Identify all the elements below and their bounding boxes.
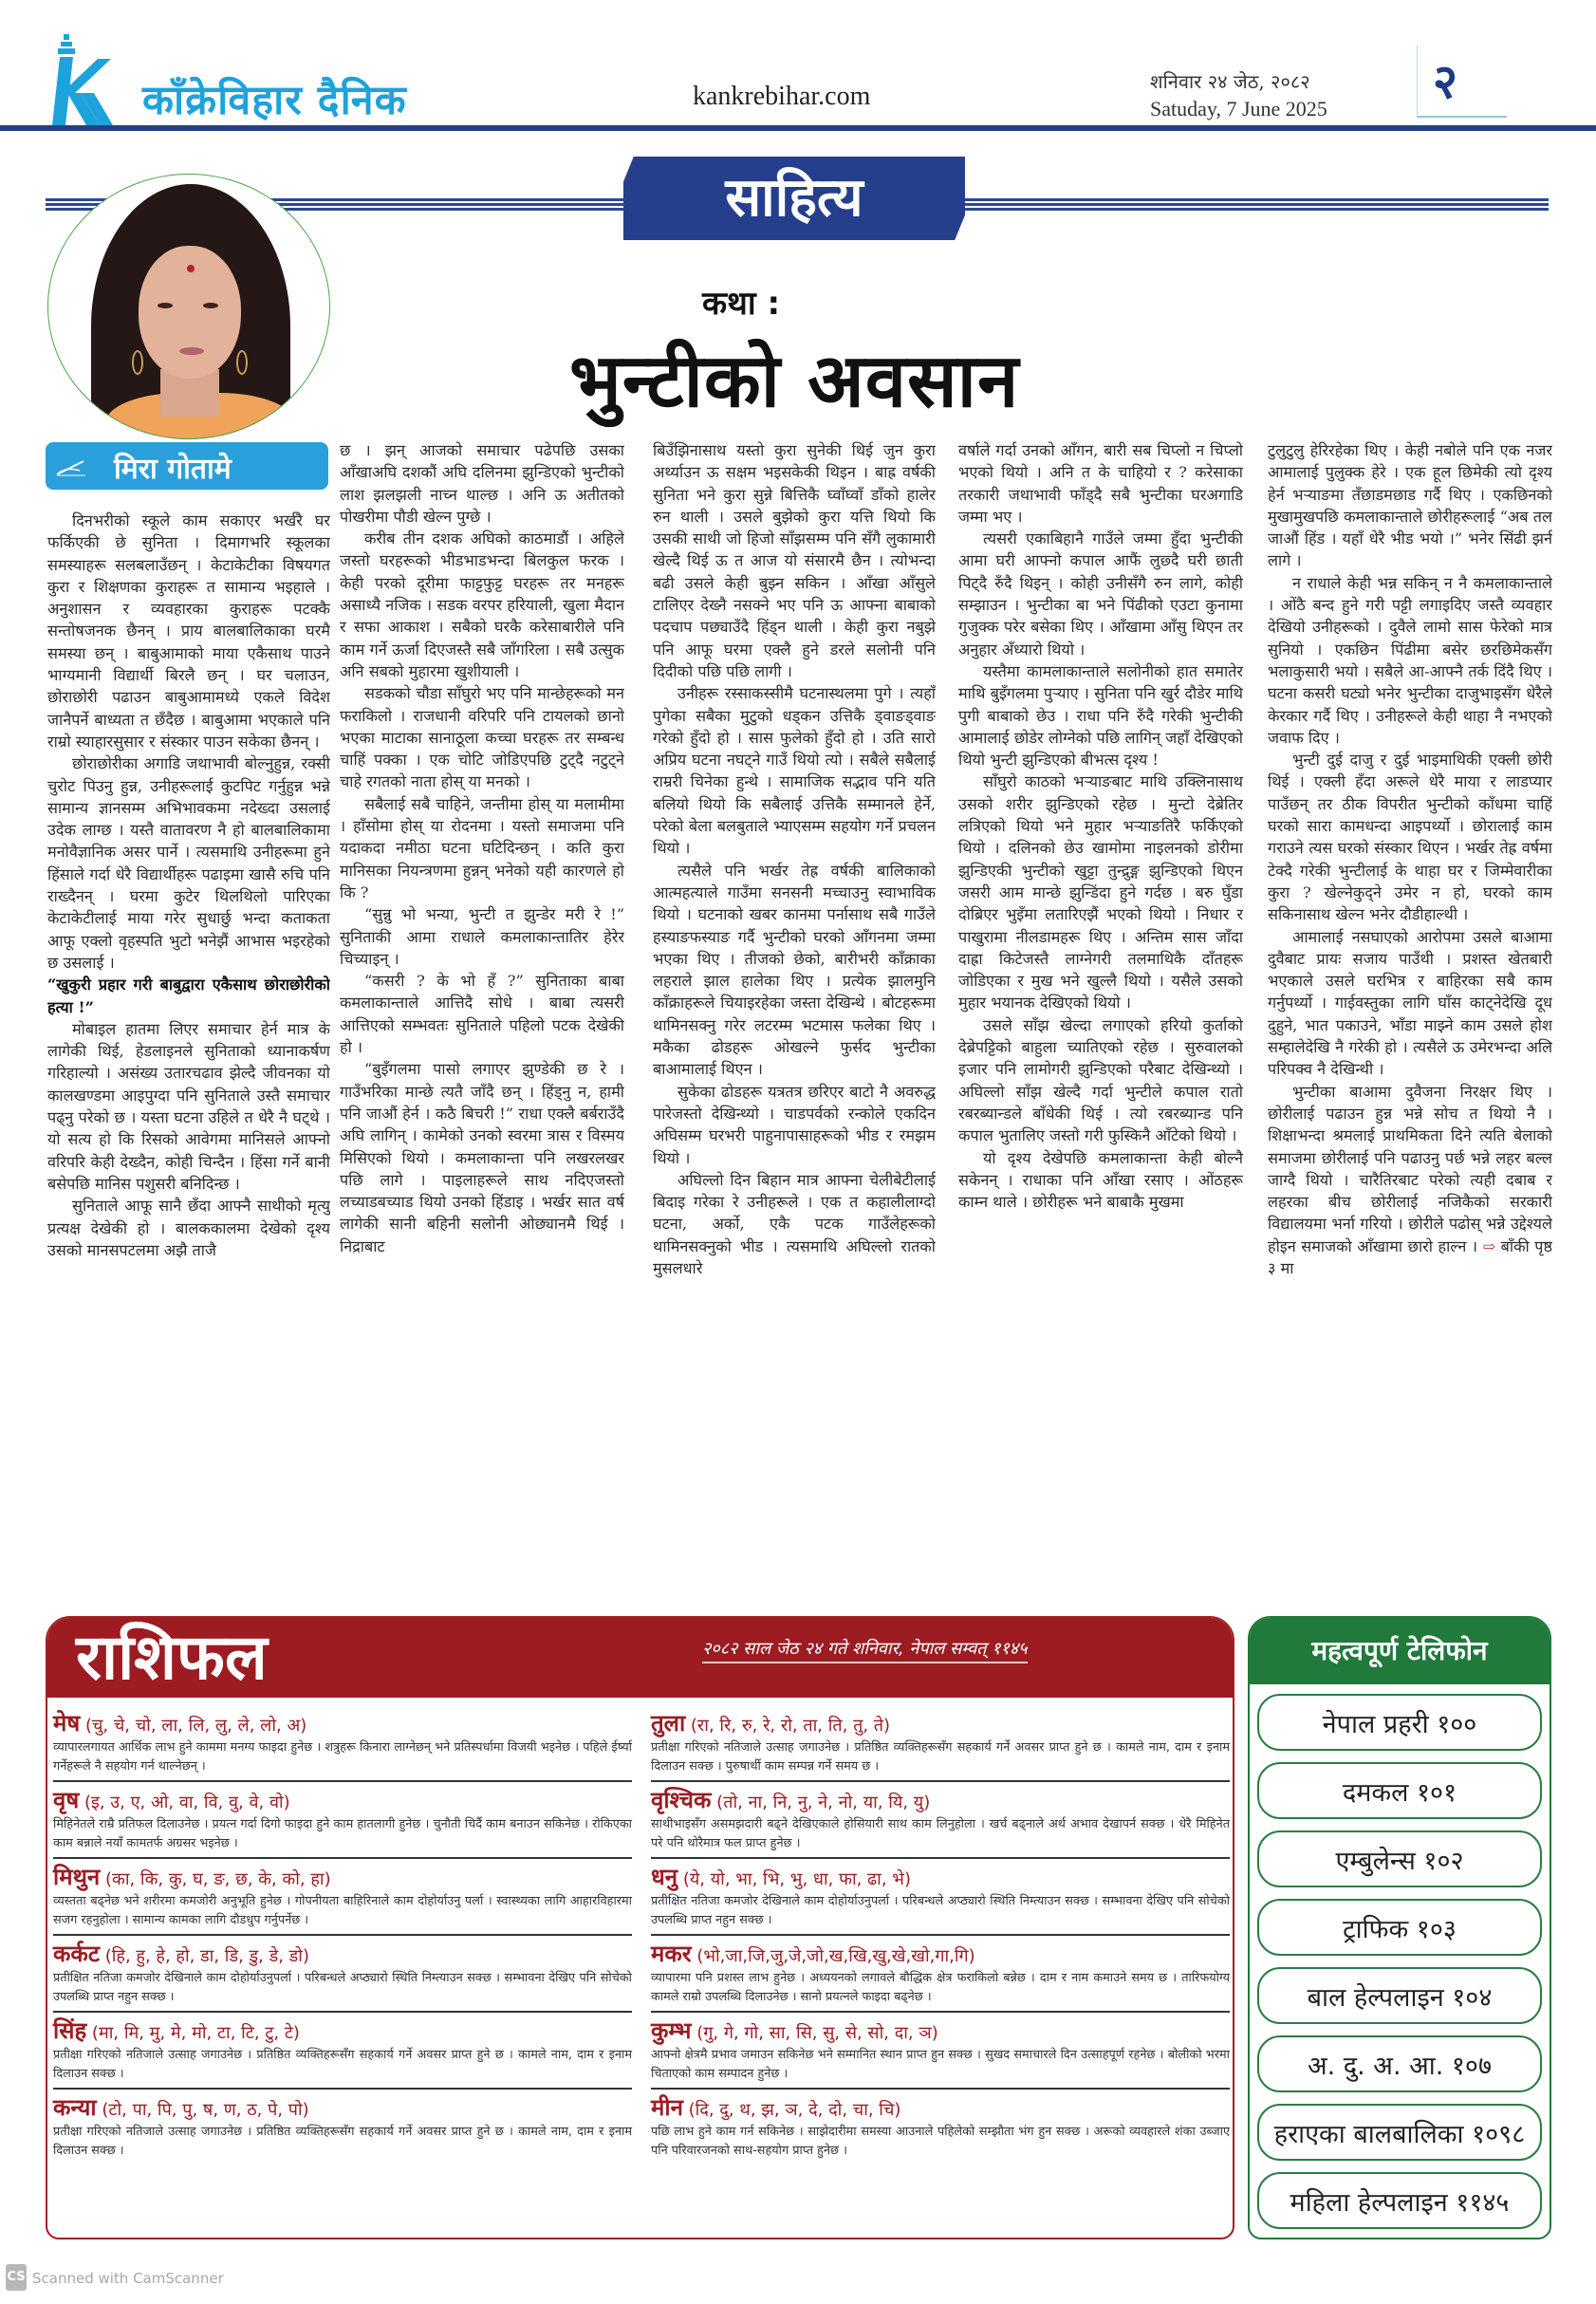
article-paragraph: आमालाई नसघाएको आरोपमा उसले बाआमा दुवैबाट प्रायः सजाय पाउँथी । प्रशस्त खेतबारी भएकाले उसले घरभित्र र बाहिरका सबै काम गर्नुपर्थ्यो । गाईवस्तुका लागि घाँस काट्नेदेखि दूध दुहुने, भात पकाउने, भाँडा माझ्ने काम उसले होश सम्हालेदेखि नै गरेकी हो । त्यसैले ऊ उमेरभन्दा अलि परिपक्व नै देखिन्थी । <box>1268 927 1552 1079</box>
horoscope-sign <box>651 1859 1230 1936</box>
phone-entry: दमकल १०१ <box>1257 1762 1542 1819</box>
horoscope-sign <box>651 1936 1230 2013</box>
article-paragraph <box>1268 1081 1552 1280</box>
article-paragraph: भुन्टी दुई दाजु र दुई भाइमाथिकी एक्ली छोरी थिई । एक्ली हँदा अरूले धेरै माया र लाडप्यार पाउँछन् तर ठीक विपरीत भुन्टीको काँधमा चाहिं घरको सारा कामधन्दा आइपर्थ्यो । छोरालाई काम गराउने त्यस घरको संस्कार थिएन । भर्खर तेह्र वर्षमा टेक्दै गरेकी भुन्टीलाई के थाहा घर र जिम्मेवारीका कुरा ? खेल्नेकुद्ने उमेर न हो, घरको काम सकिनासाथ खेल्न भनेर दौडीहाल्थी । <box>1268 751 1552 924</box>
sign-letters: (इ, उ, ए, ओ, वा, वि, वु, वे, वो) <box>84 1793 290 1812</box>
article-paragraph: उसले साँझ खेल्दा लगाएको हरियो कुर्ताको देब्रेपट्टिको बाहुला च्यातिएको रहेछ । सुरुवालको इजार पनि लामोगरी झुन्डिएको परैबाट देखिन्थ्यो । अघिल्लो साँझ खेल्दै गर्दा भुन्टीले कपाल रातो रबरब्यान्डले बाँधेकी थिई । त्यो रबरब्यान्ड पनि कपाल भुतालिए जस्तो गरी फुस्किनै आँटेको थियो । <box>958 1015 1243 1145</box>
sign-heading <box>651 2091 1230 2123</box>
author-name: मिरा गोतामे <box>114 453 232 486</box>
article-paragraph: “बुइँगलमा पासो लगाएर झुण्डेकी छ रे । गाउँभरिका मान्छे त्यतै जाँदै छन् । हिंड्नु न, हामी पनि जाऔं हेर्न । कठै बिचरी !” राधा एक्लै बर्बराउँदै अघि लागिन् । कामेको उनको स्वरमा त्रास र विस्मय मिसिएको थियो । कमलाकान्ता पनि लखरलखर पछि लागे । पाइलाहरूले साथ नदिएजस्तो लच्याडबच्याड थियो उनको हिंडाइ । भर्खर सात वर्ष लागेकी सानी बहिनी सलोनी ओछ्यानमै थिई । निद्राबाट <box>340 1060 624 1255</box>
horoscope-sign <box>651 2013 1230 2090</box>
scanner-watermark: Scanned with CamScanner <box>32 2270 224 2287</box>
page-number: २ <box>1433 53 1457 109</box>
pen-icon <box>55 459 87 476</box>
article-column-5 <box>1268 439 1552 1611</box>
horoscope-sign <box>651 2090 1230 2165</box>
phone-entry: अ. दु. अ. आ. १०७ <box>1257 2035 1542 2092</box>
horoscope-sign <box>53 1705 632 1782</box>
article-column-2 <box>340 439 624 1611</box>
continued-arrow-icon: ⇨ <box>1482 1236 1496 1255</box>
horoscope-column-left <box>53 1705 632 2165</box>
sign-prediction: प्रतीक्षा गरिएको नतिजाले उत्साह जगाउनेछ । प्रतिष्ठित व्यक्तिहरूसँग सहकार्य गर्ने अवसर प्राप्त हुने छ । कामले नाम, दाम र इनाम दिलाउन सक्छ । <box>53 2125 632 2158</box>
phones-title: महत्वपूर्ण टेलिफोन <box>1311 1635 1488 1666</box>
important-phones-panel <box>1248 1616 1551 2239</box>
website-link[interactable]: kankrebihar.com <box>693 82 871 111</box>
sign-name: सिंह <box>53 2017 87 2044</box>
article-paragraph: साँघुरो काठको भऱ्याङबाट माथि उक्लिनासाथ उसको शरीर झुन्डिएको रहेछ । मुन्टो देब्रेतिर लत्रिएको थियो भने मुहार भऱ्याङतिरै फर्किएको थियो । दलिनको छेउ खामोमा नाइलनको डोरीमा झुन्डिएकी भुन्टीको खुट्टा तुन्द्रुङ्ग झुन्डिएको थिएन जसरी आम मान्छे झुन्डिंदा हुने गर्दछ । बरु घुँडा दोब्रिएर भुइँमा लतारिएझैं भएको थियो । निधार र पाखुरामा नीलडामहरू थिए । अन्तिम सास जाँदा दाह्रा किटेजस्तै लाग्नेगरी तलमाथिकै दाँतहरू जोडिएका र मुख भने खुल्लै थियो । यसैले उसको मुहार भयानक देखिएको थियो । <box>958 772 1243 1013</box>
sign-prediction: व्यापारमा पनि प्रशस्त लाभ हुनेछ । अध्ययनको लगावले बौद्धिक क्षेत्र फराकिलो बन्नेछ । दाम र नाम कमाउने समय छ । तारिफयोग्य कामले राम्रो उपलब्धि दिलाउनेछ । सानो प्रयत्नले फाइदा बढ्नेछ । <box>651 1971 1230 2004</box>
sign-letters: (हि, हु, हे, हो, डा, डि, डु, डे, डो) <box>104 1946 309 1966</box>
masthead-divider <box>0 125 1596 131</box>
sign-prediction: आफ्नो क्षेत्रमै प्रभाव जमाउन सकिनेछ भने सम्मानित स्थान प्राप्त हुन सक्छ । सुखद समाचारले दिन उत्साहपूर्ण रहनेछ । बोलीको भरमा चिताएको काम सम्पादन हुनेछ । <box>651 2048 1230 2081</box>
sign-letters: (भो,जा,जि,जु,जे,जो,ख,खि,खु,खे,खो,गा,गि) <box>696 1946 975 1966</box>
camscanner-logo-icon: CS <box>6 2264 27 2291</box>
horoscope-sign <box>53 2090 632 2165</box>
article-paragraph: सुकेका ढोडहरू यत्रतत्र छरिएर बाटो नै अवरुद्ध पारेजस्तो देखिन्थ्यो । चाडपर्वको रन्कोले एकदिन अघिसम्म घरभरी पाहुनापासाहरूको भीड र रमझम थियो । <box>653 1082 936 1167</box>
sign-name: मीन <box>651 2094 683 2121</box>
sign-prediction: व्यस्तता बढ्नेछ भने शरीरमा कमजोरी अनुभूति हुनेछ । गोपनीयता बाहिरिनाले काम दोहोर्याउनु पर्ला । स्वास्थ्यका लागि आहारविहारमा सजग रहनुहोला । सामान्य कामका लागि दौडधुप गर्नुपर्नेछ । <box>53 1894 632 1927</box>
article-paragraph: “सुन्नु भो भन्या, भुन्टी त झुन्डेर मरी रे !” सुनिताकी आमा राधाले कमलाकान्तातिर हेरेर चिच्याइन् । <box>340 905 624 968</box>
phone-list <box>1250 1684 1550 2229</box>
story-kicker: कथा : <box>702 285 781 323</box>
story-headline: भुन्टीको अवसान <box>569 339 1020 424</box>
section-title: साहित्य <box>725 167 863 229</box>
article-column-1 <box>47 510 330 1610</box>
article-paragraph: बिउँझिनासाथ यस्तो कुरा सुनेकी थिई जुन कुरा अर्थ्याउन ऊ सक्षम भइसकेकी थिइन । बाह्र वर्षकी सुनिता भने कुरा सुन्ने बित्तिकै घ्वाँघ्वाँ डाँको हालेर रुन थाली । उसले बुझेको कुरा यत्ति थियो कि उसकी साथी जो हिजो साँझसम्म पनि सँगै लुकामारी खेल्दै थिई ऊ त आज यो संसारमै छैन । त्योभन्दा बढी उसले केही बुझ्न सकिन । आँखा आँसुले टालिएर देख्नै नसक्ने भए पनि ऊ आफ्ना बाबाको पदचाप पछ्याउँदै हिंड्न थाली । केही कुरा नबुझे पनि आफू घरमा एक्लै हुने डरले सलोनी पनि दिदीको पछि पछि लागी । <box>653 441 936 680</box>
article-column-3 <box>653 439 936 1611</box>
article-paragraph: सुनिताले आफू सानै छँदा आफ्नै साथीको मृत्यु प्रत्यक्ष देखेकी हो । बालककालमा देखेको दृश्य उसको मानसपटलमा अझै ताजै <box>47 1197 330 1259</box>
sign-heading <box>53 1707 632 1738</box>
article-paragraph: वर्षाले गर्दा उनको आँगन, बारी सब चिप्लो न चिप्लो भएको थियो । अनि त के चाहियो र ? करेसाका तरकारी जथाभावी फाँड्दै सबै भुन्टीका घरअगाडि जम्मा भए । <box>958 441 1243 526</box>
sign-letters: (मा, मि, मु, मे, मो, टा, टि, टु, टे) <box>91 2023 300 2043</box>
sign-name: कन्या <box>53 2094 97 2121</box>
article-column-4 <box>958 439 1243 1611</box>
horoscope-sign <box>53 1859 632 1936</box>
horoscope-sign <box>651 1705 1230 1782</box>
horoscope-sign <box>651 1782 1230 1859</box>
sign-prediction: पछि लाभ हुने काम गर्न सकिनेछ । साझेदारीमा समस्या आउनाले पहिलेको सम्झौता भंग हुन सक्छ । अरूको व्यवहारले शंका उब्जाए पनि परिवारजनको साथ-सहयोग प्राप्त हुनेछ । <box>651 2125 1230 2158</box>
masthead <box>0 0 1596 133</box>
article-paragraph: टुलुटुलु हेरिरहेका थिए । केही नबोले पनि एक नजर आमालाई पुलुक्क हेरे । एक हूल छिमेकी त्यो दृश्य हेर्न भऱ्याङमा तँछाडमछाड गर्दै थिए । एकछिनको मुखामुखपछि कमलाकान्ताले छोरीहरूलाई “अब तल जाऔं हिंड । यहाँ धेरै भीड भयो ।” भनेर सिंढी झर्न लागे । <box>1268 441 1552 570</box>
article-paragraph: मोबाइल हातमा लिएर समाचार हेर्न मात्र के लागेकी थिई, हेडलाइनले सुनिताको ध्यानाकर्षण गरिहाल्यो । असंख्य उतारचढाव झेल्दै जीवनका यो कालखण्डमा आइपुग्दा पनि सुनिताले उस्तै समाचार पढ्नु परेको छ । यस्ता घटना उहिले त धेरै नै घट्थे । यो सत्य हो कि रिसको आवेगमा मानिसले आफ्नो वरिपरि केही देख्दैन, कोही चिन्दैन । हिंसा गर्ने बानी बसेपछि मानिस पशुसरी बनिदिन्छ । <box>47 1019 330 1193</box>
article-paragraph: यो दृश्य देखेपछि कमलाकान्ता केही बोल्नै सकेनन् । राधाका पनि आँखा रसाए । ओंठहरू काम्न थाले । छोरीहरू भने बाबाकै मुखमा <box>958 1148 1243 1212</box>
article-paragraph: अघिल्लो दिन बिहान मात्र आफ्ना चेलीबेटीलाई बिदाइ गरेका रे उनीहरूले । एक त कहालीलाग्दो घटना, अर्को, एकै पटक गाउँलेहरूको थामिनसक्नुको भीड । त्यसमाथि अघिल्लो रातको मुसलधारे <box>653 1170 936 1277</box>
sign-letters: (ये, यो, भा, भि, भु, धा, फा, ढा, भे) <box>682 1869 911 1889</box>
sign-name: वृश्चिक <box>651 1787 712 1813</box>
sign-prediction: साथीभाइसँग असमझदारी बढ्ने देखिएकाले होसियारी साथ काम लिनुहोला । खर्च बढ्नाले अर्थ अभाव देखापर्न सक्छ । धेरै मिहिनेत परे पनि थोरैमात्र फल प्राप्त हुनेछ । <box>651 1817 1230 1850</box>
sign-prediction: प्रतीक्षित नतिजा कमजोर देखिनाले काम दोहोर्याउनुपर्ला । परिबन्धले अप्ठ्यारो स्थिति निम्त्याउन सक्छ । सम्भावना देखिए पनि सोचेको उपलब्धि प्राप्त नहुन सक्छ । <box>53 1971 632 2004</box>
article-paragraph: दिनभरीको स्कूले काम सकाएर भर्खरै घर फर्किएकी छे सुनिता । दिमागभरि स्कूलका समस्याहरू सलबलाउँछन् । केटाकेटीका विषयगत कुरा र शिक्षणका कुराहरू त सामान्य भइहाले । अनुशासन र व्यवहारका कुराहरू पटक्कै सन्तोषजनक छैनन् । प्राय बालबालिकाका घरमै समस्या छन् । बाबुआमाको माया एकैसाथ पाउने भाग्यमानी विद्यार्थी बिरलै छन् । घर चलाउन, छोराछोरी पढाउन बाबुआमामध्ये एकले विदेश जानैपर्ने बाध्यता त छँदैछ । बाबुआमा भएकाले पनि राम्रो स्याहारसुसार र संस्कार पाउन सकेका छैनन् । <box>47 511 330 751</box>
sign-letters: (चु, चे, चो, ला, लि, लु, ले, लो, अ) <box>84 1716 307 1736</box>
sign-letters: (दि, दु, थ, झ, ञ, दे, दो, चा, चि) <box>688 2100 901 2120</box>
article-paragraph: “खुकुरी प्रहार गरी बाबुद्वारा एकैसाथ छोराछोरीको हत्या !” <box>47 975 330 1016</box>
newspaper-name: काँक्रेविहार दैनिक <box>142 77 407 124</box>
sign-letters: (तो, ना, नि, नु, ने, नो, या, यि, यु) <box>716 1793 931 1812</box>
sign-heading <box>651 1707 1230 1738</box>
article-paragraph: “कसरी ? के भो हँ ?” सुनिताका बाबा कमलाकान्ताले आत्तिदै सोधे । बाबा त्यसरी आत्तिएको सम्भवतः सुनिताले पहिलो पटक देखेकी हो । <box>340 972 624 1057</box>
sign-heading <box>651 1784 1230 1815</box>
article-paragraph: यस्तैमा कामलाकान्ताले सलोनीको हात समातेर माथि बुइँगलमा पुऱ्याए । सुनिता पनि खुर्र दौडेर माथि पुगी बाबाको छेउ । राधा पनि रुँदै गरेकी भुन्टीकी आमालाई छोडेर लोग्नेको पछि लागिन् जहाँ देखिएको थियो भुन्टी झुन्डिएको बीभत्स दृश्य ! <box>958 661 1243 770</box>
phones-header <box>1250 1618 1550 1684</box>
horoscope-header <box>47 1618 1233 1698</box>
phone-entry: महिला हेल्पलाइन ११४५ <box>1257 2172 1542 2229</box>
horoscope-sign <box>53 1782 632 1859</box>
date-english: Satuday, 7 June 2025 <box>1150 97 1327 121</box>
article-paragraph: त्यसरी एकाबिहानै गाउँले जम्मा हुँदा भुन्टीकी आमा घरी आफ्नो कपाल आफैं लुछ्दै घरी छाती पिट्दै रुँदै थिइन् । कोही उनीसँगै रुन लागे, कोही सम्झाउन । भुन्टीका बा भने पिंढीको एउटा कुनामा गुजुक्क परेर बसेका थिए । आँखामा आँसु थिएन तर अनुहार अँध्यारो थियो । <box>958 530 1243 659</box>
sign-prediction: व्यापारलगायत आर्थिक लाभ हुने काममा मनग्य फाइदा हुनेछ । शत्रुहरू किनारा लाग्नेछन् भने प्रतिस्पर्धामा विजयी भइनेछ । पहिले ईर्ष्या गर्नेहरूले नै सहयोग गर्न थाल्नेछन् । <box>53 1740 632 1774</box>
continued-on-page[interactable]: बाँकी पृष्ठ ३ मा <box>1268 1236 1552 1277</box>
horoscope-title: राशिफल <box>76 1621 268 1694</box>
phone-entry: हराएका बालबालिका १०९८ <box>1257 2104 1542 2161</box>
newspaper-logo-icon <box>52 34 147 125</box>
article-paragraph: न राधाले केही भन्न सकिन् न नै कमलाकान्ताले । ओंठै बन्द हुने गरी पट्टी लगाइदिए जस्तै व्यवहार देखियो उनीहरूको । दुवैले लामो सास फेरेको मात्र सुनियो । एकछिन पिंढीमा बसेर छरछिमेकसँग भलाकुसारी भयो । सबैले आ-आफ्नै तर्क दिंदै थिए । घटना कसरी घट्यो भनेर भुन्टीका दाजुभाइसँग धेरैले केरकार गर्दै थिए । उनीहरूले केही थाहा नै नभएको जवाफ दिए । <box>1268 573 1552 747</box>
horoscope-panel <box>46 1616 1234 2239</box>
article-paragraph: त्यसैले पनि भर्खर तेह्र वर्षकी बालिकाको आत्महत्याले गाउँमा सनसनी मच्चाउनु स्वाभाविक थियो । घटनाको खबर कानमा पर्नासाथ सबै गाउँले हस्याङफस्याङ गर्दै भुन्टीको घरको आँगनमा जम्मा भएका थिए । तीजको छेको, बारीभरी काँक्राका लहराले झाल हालेका थिए । प्रत्येक झालमुनि काँक्राहरूले चियाइरहेका जस्ता देखिन्थे । बोटहरूमा थामिनसक्नु गरेर लटरम्म भटमास फलेका थिए । मकैका ढोडहरू ओखल्ने फुर्सद भुन्टीका बाआमालाई थिएन । <box>653 861 936 1079</box>
sign-heading <box>53 2015 632 2046</box>
sign-heading <box>651 2015 1230 2046</box>
sign-letters: (गु, गे, गो, सा, सि, सु, से, सो, दा, ञ) <box>696 2023 938 2043</box>
sign-prediction: प्रतीक्षित नतिजा कमजोर देखिनाले काम दोहोर्याउनुपर्ला । परिबन्धले अप्ठ्यारो स्थिति निम्त्याउन सक्छ । सम्भावना देखिए पनि सोचेको उपलब्धि प्राप्त नहुन सक्छ । <box>651 1894 1230 1927</box>
horoscope-column-right <box>651 1705 1230 2165</box>
horoscope-date: २०८२ साल जेठ २४ गते शनिवार, नेपाल सम्वत् ११४५ <box>702 1637 1028 1663</box>
sign-name: कर्कट <box>53 1941 100 1967</box>
sign-prediction: मिहिनेतले राम्रै प्रतिफल दिलाउनेछ । प्रयत्न गर्दा दिगो फाइदा हुने काम हातलागी हुनेछ । चुनौती चिर्दै काम बनाउन सकिनेछ । रोकिएका काम बन्नाले नयाँ कामतर्फ अग्रसर भइनेछ । <box>53 1817 632 1850</box>
sign-heading <box>651 1861 1230 1892</box>
sign-name: वृष <box>53 1787 80 1813</box>
sign-letters: (रा, रि, रु, रे, रो, ता, ति, तु, ते) <box>690 1716 891 1736</box>
page-number-box <box>1417 46 1507 118</box>
sign-heading <box>651 1938 1230 1969</box>
article-paragraph: उनीहरू रस्साकस्सीमै घटनास्थलमा पुगे । त्यहाँ पुगेका सबैका मुटुको धड्कन उत्तिकै ड्वाङड्वाङ गरेको हुँदो हो । सास फुलेको हुँदो हो । उति सारो अप्रिय घटना नघट्ने गाउँ थियो त्यो । सबैले सबैलाई राम्ररी चिनेका हुन्थे । सामाजिक सद्भाव पनि यति बलियो थियो कि सबैलाई उत्तिकै सम्मानले हेर्ने, परेको बेला बलबुताले भ्याएसम्म सहयोग गर्ने प्रचलन थियो । <box>653 684 936 858</box>
sign-heading <box>53 1861 632 1892</box>
phone-entry: एम्बुलेन्स १०२ <box>1257 1830 1542 1887</box>
author-photo <box>47 174 330 439</box>
sign-heading <box>53 2091 632 2123</box>
sign-heading <box>53 1938 632 1969</box>
article-paragraph: सडकको चौडा साँघुरो भए पनि मान्छेहरूको मन फराकिलो । राजधानी वरिपरि पनि टायलको छानो भएका माटाका सानाठूला कच्चा घरहरू तर सम्बन्ध चाहिं पक्का । एक चोटि जोडिएपछि टुट्दै नटुट्ने चाहे रगतको नाता होस् या मनको । <box>340 684 624 791</box>
phone-entry: बाल हेल्पलाइन १०४ <box>1257 1967 1542 2024</box>
phone-entry: ट्राफिक १०३ <box>1257 1899 1542 1956</box>
article-paragraph: छोराछोरीका अगाडि जथाभावी बोल्नुहुन्न, रक्सी चुरोट पिउनु हुन्न, उनीहरूलाई कुटपिट गर्नुहुन्न भन्ने सामान्य ज्ञानसम्म अभिभावकमा नदेख्दा उसलाई उदेक लाग्छ । यस्तै वातावरण नै हो बालबालिकामा मनोवैज्ञानिक असर पार्ने । त्यसमाथि उनीहरूमा हुने हिंसाले गर्दा धेरै विद्यार्थीहरू पढाइमा खासै रुचि पनि राख्दैनन् । घरमा कुटेर थिलथिलो पारिएका केटाकेटीलाई माया गरेर सुधार्छु भन्दा कताकता आफू एक्लो वृहस्पति भुटो भनेझैं आभास भइरहेको छ उसलाई । <box>47 754 330 972</box>
horoscope-sign <box>53 1936 632 2013</box>
sign-letters: (टो, पा, पि, पु, ष, ण, ठ, पे, पो) <box>102 2100 309 2120</box>
sign-letters: (का, कि, कु, घ, ङ, छ, के, को, हा) <box>104 1869 331 1889</box>
article-paragraph: करीब तीन दशक अघिको काठमाडौं । अहिले जस्तो घरहरूको भीडभाडभन्दा बिलकुल फरक । केही परको दूरीमा फाट्टफुट्ट घरहरू तर मनहरू असाध्यै नजिक । सडक वरपर हरियाली, खुला मैदान र सफा आकाश । सबैको घरकै करेसाबारीले पनि काम गर्ने ऊर्जा दिएजस्तै सबै जाँगरिला । सबै उत्सुक अनि सबको मुहारमा खुशीयाली । <box>340 530 624 680</box>
article-paragraph-text: भुन्टीका बाआमा दुवैजना निरक्षर थिए । छोरीलाई पढाउन हुन्न भन्ने सोच त थियो नै । शिक्षाभन्दा श्रमलाई प्राथमिकता दिने त्यति बेलाको समाजमा छोरीलाई पनि पढाउनु पर्छ भन्ने लहर बल्ल जाग्दै थियो । चारैतिरबाट परेको त्यही दबाब र लहरका बीच छोरीलाई नजिकैको सरकारी विद्यालयमा भर्ना गरियो । छोरीले पढोस् भन्ने उद्देश्यले होइन समाजको आँखामा छारो हाल्न । <box>1268 1082 1552 1255</box>
sign-prediction: प्रतीक्षा गरिएको नतिजाले उत्साह जगाउनेछ । प्रतिष्ठित व्यक्तिहरूसँग सहकार्य गर्ने अवसर प्राप्त हुने छ । कामले नाम, दाम र इनाम दिलाउन सक्छ । <box>53 2048 632 2081</box>
sign-name: मिथुन <box>53 1864 101 1890</box>
article-paragraph: सबैलाई सबै चाहिने, जन्तीमा होस् या मलामीमा । हाँसोमा होस् या रोदनमा । यस्तो समाजमा पनि यदाकदा नमीठा घटना घटिदिन्छन् । कति कुरा मानिसका नियन्त्रणमा हुन्नन् भनेको यही कारणले हो कि ? <box>340 794 624 901</box>
phone-entry: नेपाल प्रहरी १०० <box>1257 1694 1542 1751</box>
article-paragraph: छ । झन् आजको समाचार पढेपछि उसका आँखाअघि दशकौं अघि दलिनमा झुन्डिएको भुन्टीको लाश झलझली नाच्न थाल्छ । अनि ऊ अतीतको पोखरीमा पौडी खेल्न पुग्छे । <box>340 441 624 526</box>
sign-prediction: प्रतीक्षा गरिएको नतिजाले उत्साह जगाउनेछ । प्रतिष्ठित व्यक्तिहरूसँग सहकार्य गर्ने अवसर प्राप्त हुने छ । कामले नाम, दाम र इनाम दिलाउन सक्छ । पुरुषार्थी काम सम्पन्न गर्ने समय छ । <box>651 1740 1230 1774</box>
sign-name: मकर <box>651 1941 692 1967</box>
sign-name: तुला <box>651 1710 686 1737</box>
date-nepali: शनिवार २४ जेठ, २०८२ <box>1150 70 1310 93</box>
sign-name: धनु <box>651 1864 678 1890</box>
sign-heading <box>53 1784 632 1815</box>
horoscope-sign <box>53 2013 632 2090</box>
sign-name: कुम्भ <box>651 2017 692 2044</box>
sign-name: मेष <box>53 1710 81 1737</box>
